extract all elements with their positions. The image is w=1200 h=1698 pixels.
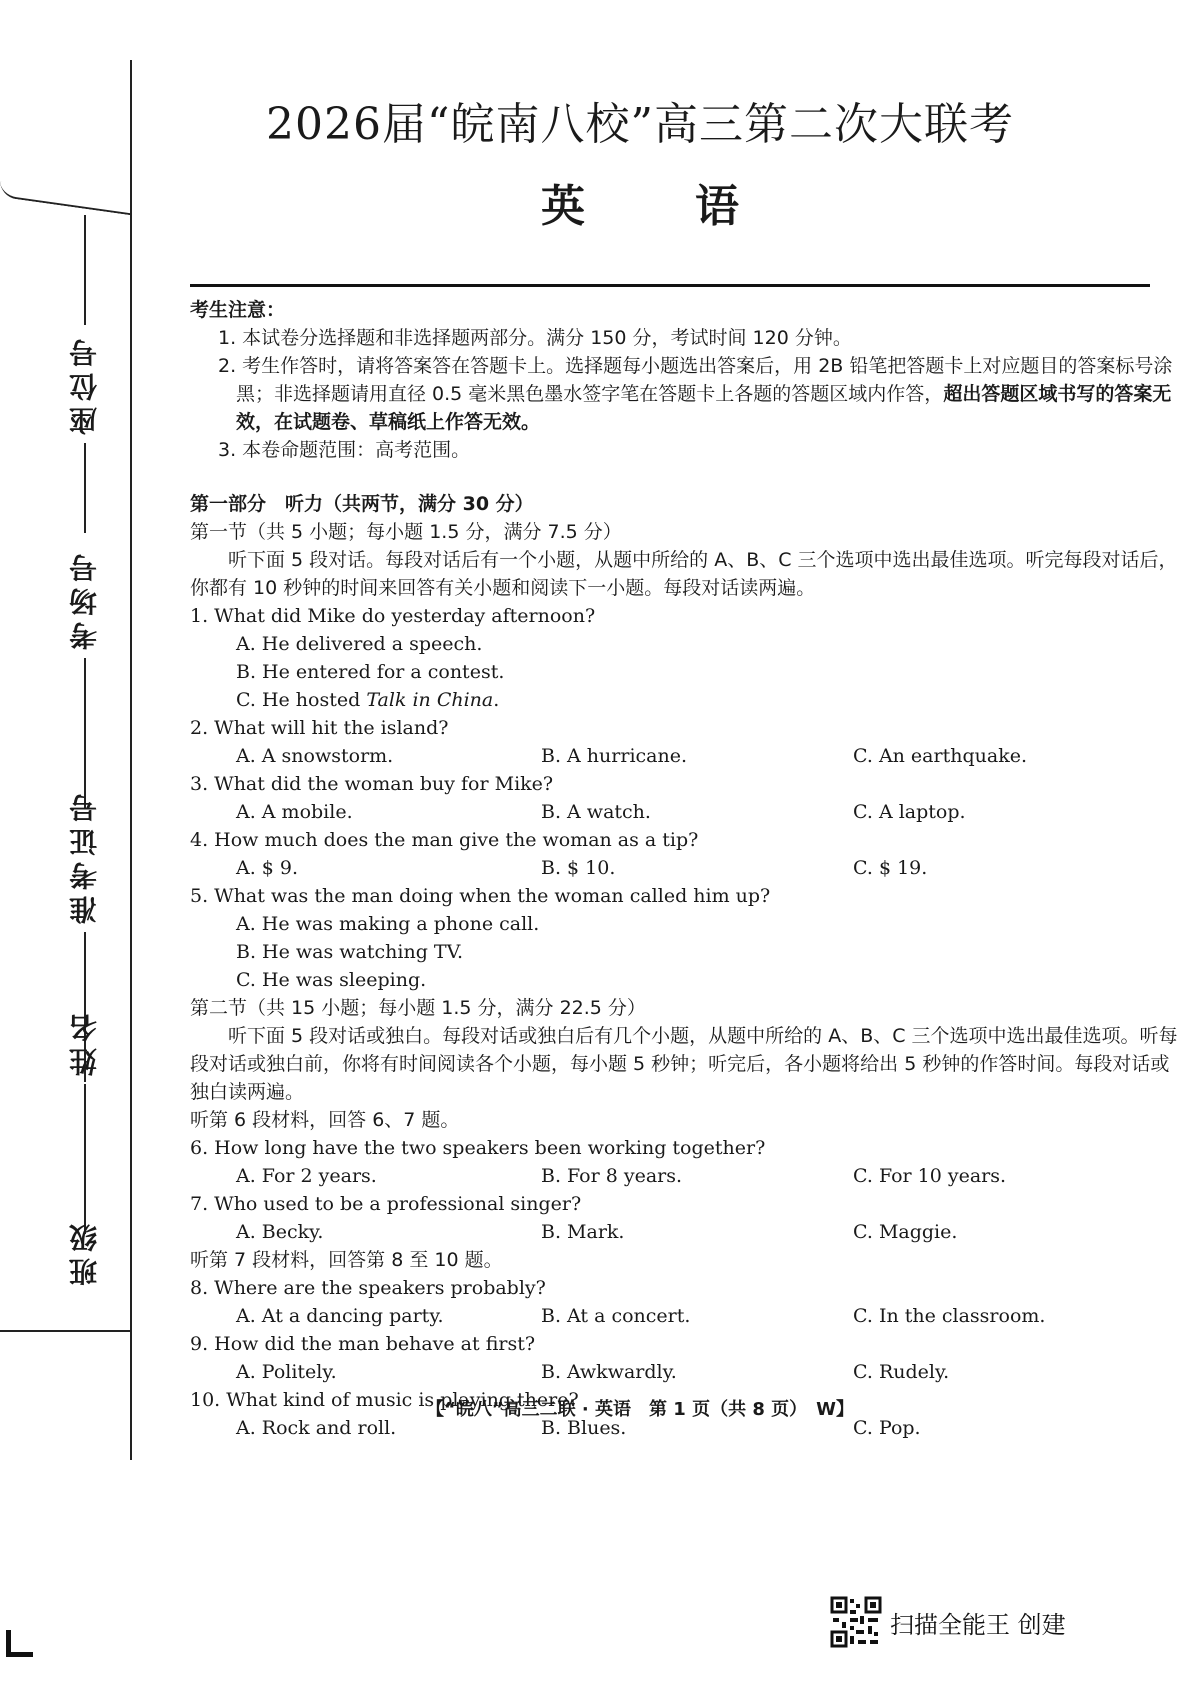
question-6-stem: 6. How long have the two speakers been working together? <box>190 1137 766 1159</box>
option-b: B. At a concert. <box>541 1305 691 1327</box>
question-5-options <box>190 910 1180 994</box>
option-b: B. A watch. <box>541 801 651 823</box>
option-c: C. Rudely. <box>853 1361 950 1383</box>
question-1-options <box>190 630 1180 714</box>
section2-instructions: 听下面 5 段对话或独白。每段对话或独白后有几个小题，从题中所给的 A、B、C 三个选项中选出最佳选项。听每段对话或独白前，你将有时间阅读各个小题，每小题 5 秒钟；听完后，各小题将给出 5 秒钟的作答时间。每段对话或独白读两遍。 <box>190 1025 1178 1103</box>
option-b: B. He entered for a contest. <box>236 661 505 683</box>
option-a: A. He delivered a speech. <box>236 633 483 655</box>
notice-item-2-text: 2. 考生作答时，请将答案答在答题卡上。选择题每小题选出答案后，用 2B 铅笔把答题卡上对应题目的答案标号涂黑；非选择题请用直径 0.5 毫米黑色墨水签字笔在答题卡上各题的答题区域内作答， <box>218 355 1173 405</box>
option-c: C. He was sleeping. <box>236 969 427 991</box>
question-4-stem: 4. How much does the man give the woman as a tip? <box>190 829 699 851</box>
corner-mark <box>6 1630 33 1657</box>
field-label: 准考证号 <box>68 788 101 924</box>
option-b: B. Mark. <box>541 1221 625 1243</box>
question-1-stem: 1. What did Mike do yesterday afternoon? <box>190 605 596 627</box>
option-a: A. Rock and roll. <box>236 1417 397 1439</box>
binding-line <box>130 60 132 1460</box>
qr-code-icon <box>830 1596 882 1648</box>
question-7-options <box>190 1218 1180 1246</box>
option-a: A. Becky. <box>236 1221 324 1243</box>
option-c: C. For 10 years. <box>853 1165 1007 1187</box>
option-a: A. For 2 years. <box>236 1165 377 1187</box>
group-6-heading: 听第 6 段材料，回答 6、7 题。 <box>190 1109 460 1131</box>
notice-heading: 考生注意： <box>190 299 286 321</box>
option-c: C. $ 19. <box>853 857 928 879</box>
notice-item-1: 1. 本试卷分选择题和非选择题两部分。满分 150 分，考试时间 120 分钟。 <box>218 327 852 349</box>
section2-heading: 第二节（共 15 小题；每小题 1.5 分，满分 22.5 分） <box>190 997 646 1019</box>
question-8-stem: 8. Where are the speakers probably? <box>190 1277 546 1299</box>
question-6-options <box>190 1162 1180 1190</box>
option-b: B. $ 10. <box>541 857 616 879</box>
question-8-options <box>190 1302 1180 1330</box>
section1-instructions: 听下面 5 段对话。每段对话后有一个小题，从题中所给的 A、B、C 三个选项中选出最佳选项。听完每段对话后，你都有 10 秒钟的时间来回答有关小题和阅读下一小题。每段对话读两遍。 <box>190 549 1178 599</box>
group-7-heading: 听第 7 段材料，回答第 8 至 10 题。 <box>190 1249 503 1271</box>
binding-curve-bottom <box>0 1330 130 1332</box>
option-c: C. A laptop. <box>853 801 966 823</box>
section1-heading: 第一节（共 5 小题；每小题 1.5 分，满分 7.5 分） <box>190 521 622 543</box>
option-c: C. In the classroom. <box>853 1305 1046 1327</box>
field-label: 座位号 <box>68 333 101 435</box>
option-c <box>236 686 1180 714</box>
option-c: C. Maggie. <box>853 1221 958 1243</box>
field-name <box>55 1000 115 1234</box>
question-4-options <box>190 854 1180 882</box>
notice-item-3: 3. 本卷命题范围：高考范围。 <box>218 439 471 461</box>
header-rule <box>190 284 1150 287</box>
subject-title: 英语 <box>541 181 849 232</box>
question-5-stem: 5. What was the man doing when the woman called him up? <box>190 885 771 907</box>
option-c-title: Talk in China <box>366 689 494 711</box>
scanner-stamp-text: 扫描全能王 创建 <box>890 1610 1066 1639</box>
option-a: A. Politely. <box>236 1361 337 1383</box>
option-b: B. He was watching TV. <box>236 941 464 963</box>
field-label: 姓名 <box>68 1008 101 1076</box>
question-2-stem: 2. What will hit the island? <box>190 717 449 739</box>
option-c: C. An earthquake. <box>853 745 1027 767</box>
field-label: 考场号 <box>68 548 101 650</box>
option-a: A. $ 9. <box>236 857 299 879</box>
field-class <box>55 1210 115 1294</box>
option-a: A. A snowstorm. <box>236 745 394 767</box>
exam-title: 2026届“皖南八校”高三第二次大联考 <box>266 99 1014 150</box>
question-2-options <box>190 742 1180 770</box>
option-c-prefix: C. He hosted <box>236 689 367 711</box>
option-b: B. Awkwardly. <box>541 1361 677 1383</box>
option-a: A. A mobile. <box>236 801 353 823</box>
scanner-stamp <box>830 1596 1066 1648</box>
part1-heading: 第一部分 听力（共两节，满分 30 分） <box>190 493 534 515</box>
question-10-stem: 10. What kind of music is playing there? <box>190 1389 579 1411</box>
option-b: B. Blues. <box>541 1417 627 1439</box>
field-seat-number <box>55 215 115 533</box>
option-c: C. Pop. <box>853 1417 921 1439</box>
exam-content <box>190 290 1180 1442</box>
notice-item-2 <box>190 352 1180 436</box>
question-3-options <box>190 798 1180 826</box>
question-3-stem: 3. What did the woman buy for Mike? <box>190 773 554 795</box>
option-c-suffix: . <box>493 689 500 711</box>
notice-item-2-bold: 超出答题区域书写的答案无效，在试题卷、草稿纸上作答无效。 <box>236 383 1172 433</box>
page-footer: 【“皖八”高三二联 · 英语 第 1 页（共 8 页） W】 <box>426 1399 854 1420</box>
field-label: 班级 <box>68 1218 101 1286</box>
option-b: B. For 8 years. <box>541 1165 683 1187</box>
field-exam-room <box>55 540 115 808</box>
question-7-stem: 7. Who used to be a professional singer? <box>190 1193 582 1215</box>
option-a: A. At a dancing party. <box>236 1305 444 1327</box>
binding-curve-top <box>0 181 130 215</box>
question-9-stem: 9. How did the man behave at first? <box>190 1333 536 1355</box>
question-9-options <box>190 1358 1180 1386</box>
option-a: A. He was making a phone call. <box>236 913 540 935</box>
option-b: B. A hurricane. <box>541 745 688 767</box>
